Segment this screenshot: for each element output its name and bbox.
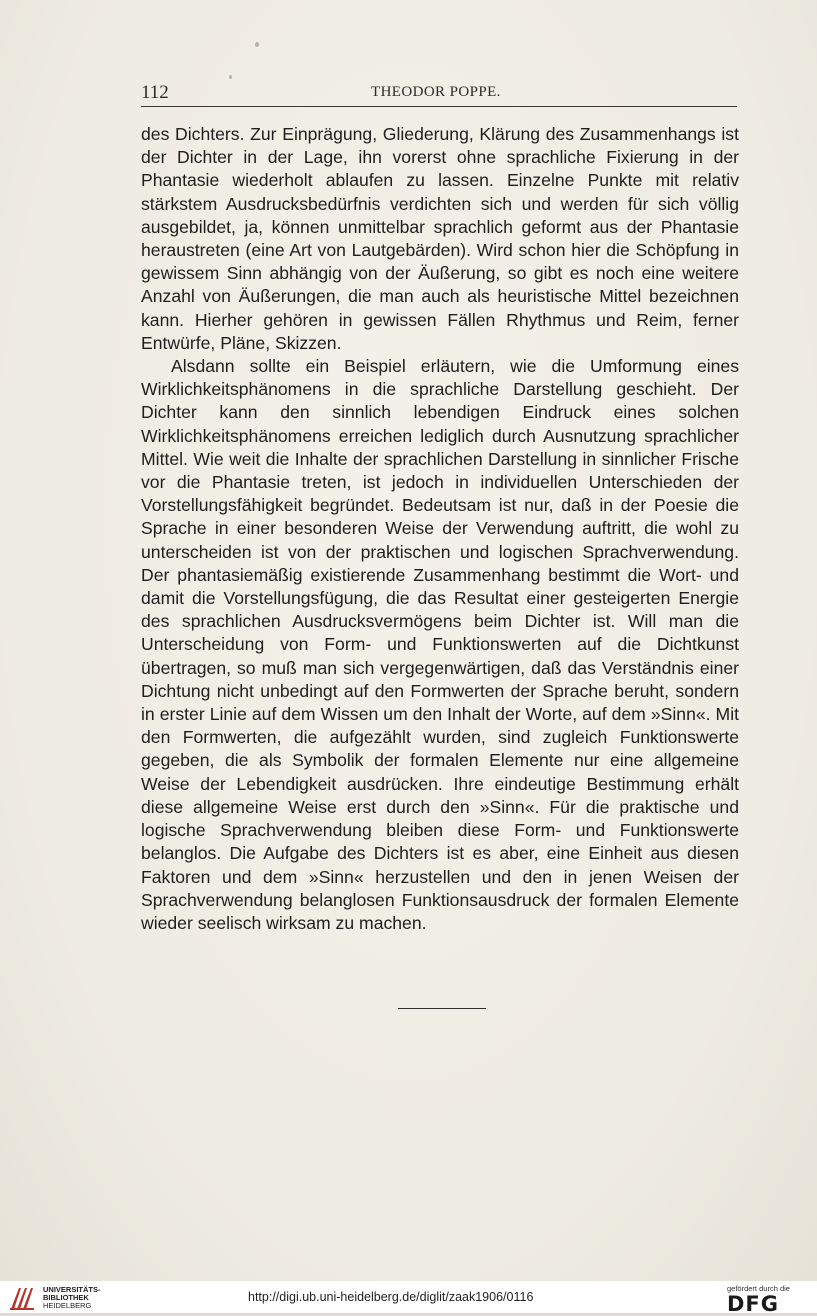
library-logo-icon[interactable] [8, 1285, 36, 1311]
dfg-logo[interactable]: DFG [727, 1292, 780, 1316]
running-head: THEODOR POPPE. [371, 84, 501, 100]
permalink-url[interactable]: http://digi.ub.uni-heidelberg.de/diglit/zaak1906/0116 [248, 1290, 534, 1304]
library-name-line: HEIDELBERG [43, 1301, 92, 1311]
footer-bar [0, 1281, 817, 1316]
library-name [43, 1286, 101, 1311]
library-name-line: BIBLIOTHEK [43, 1293, 89, 1303]
body-text [141, 123, 739, 935]
paragraph: Alsdann sollte ein Beispiel erläutern, wie die Umformung eines Wirklichkeitsphänomens in die sprachliche Darstellung geschieht. Der Dichter kann den sinnlich lebendigen Eindruck eines solchen Wirklichkeitsphänomens erreichen lediglich durch Ausnutzung sprachlicher Mittel. Wie weit die Inhalte der sprachlichen Darstellung in sinnlicher Frische vor die Phantasie treten, ist jedoch in individuellen Unterschieden der Vorstellungsfähigkeit begründet. Bedeutsam ist nur, daß in der Poesie die Sprache in einer besonderen Weise der Verwendung auftritt, die wohl zu unterscheiden ist von der praktischen und logischen Sprachverwendung. Der phantasiemäßig existierende Zusammenhang bestimmt die Wort- und damit die Vorstellungsfügung, die das Resultat einer gesteigerten Energie des sprachlichen Ausdrucksvermögens beim Dichter ist. Will man die Unterscheidung von Form- und Funktionswerten auf die Dichtkunst übertragen, so muß man sich vergegenwärtigen, daß das Verständnis einer Dichtung nicht unbedingt auf den Formwerten der Sprache beruht, sondern in erster Linie auf dem Wissen um den Inhalt der Worte, auf dem »Sinn«. Mit den Formwerten, die aufgezählt wurden, sind zugleich Funktionswerte gegeben, die als Symbolik der formalen Elemente nur eine allgemeine Weise der Lebendigkeit ausdrücken. Ihre eindeutige Bestimmung erhält diese allgemeine Weise erst durch den »Sinn«. Für die praktische und logische Sprachverwendung bleiben diese Form- und Funktionswerte belanglos. Die Aufgabe des Dichters ist es aber, eine Einheit aus diesen Faktoren und dem »Sinn« herzustellen und den in jenen Weisen der Sprachverwendung belanglosen Funktionsausdruck der formalen Elemente wieder seelisch wirksam zu machen. [141, 356, 739, 933]
header-rule [141, 106, 737, 107]
page-number: 112 [141, 82, 169, 103]
section-end-rule [398, 1008, 486, 1009]
library-name-line: UNIVERSITÄTS- [43, 1285, 101, 1294]
paragraph: des Dichters. Zur Einprägung, Gliederung, Klärung des Zusammenhangs ist der Dichter in der Lage, ihn vorerst ohne sprachliche Fixierung in der Phantasie wiederholt ablaufen zu lassen. Einzelne Punkte mit relativ stärkstem Ausdrucksbedürfnis verdichten sich und werden für sich völlig ausgebildet, ja, können unmittelbar sprachlich geformt aus der Phantasie heraustreten (eine Art von Lautgebärden). Wird schon hier die Schöpfung in gewissem Sinn abhängig von der Äußerung, so gibt es noch eine weitere Anzahl von Äußerungen, die man auch als heuristische Mittel bezeichnen kann. Hierher gehören in gewissen Fällen Rhythmus und Reim, ferner Entwürfe, Pläne, Skizzen. [141, 124, 739, 353]
paper-speck [229, 75, 232, 79]
funding-note: gefördert durch die [727, 1284, 790, 1293]
paper-speck [255, 42, 259, 47]
